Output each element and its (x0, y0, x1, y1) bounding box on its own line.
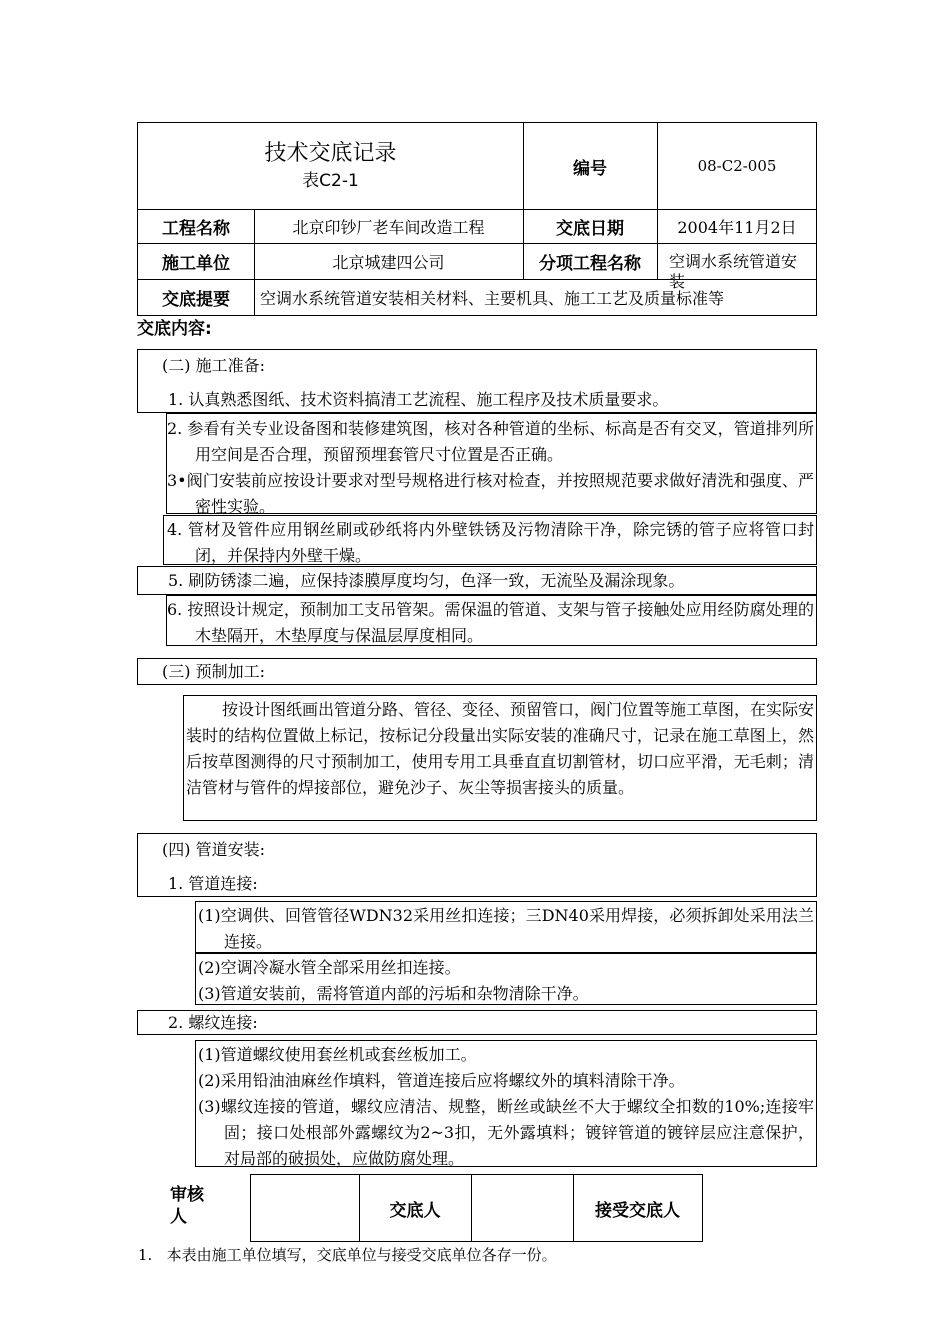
sec4-sub2-title: 2. 螺纹连接: (168, 1013, 258, 1032)
sec4-heading: (四) 管道安装: (162, 840, 265, 859)
subitem-value: 空调水系统管道安装 (669, 252, 798, 291)
unit-value: 北京城建四公司 (332, 252, 445, 272)
date-label: 交底日期 (556, 218, 624, 239)
sec4-sub1-item-3: (3)管道安装前，需将管道内部的污垢和杂物清除干净。 (198, 984, 589, 1003)
sec4-sub2-title-box (137, 1010, 817, 1035)
sec4-sub2-item-3: (3)螺纹连接的管道，螺纹应清洁、规整，断丝或缺丝不大于螺纹全扣数的10%;连接牢固；接口处根部外露螺纹为2~3扣，无外露填料；镀锌管道的镀锌层应注意保护，对局部的破损处，应做防腐处理。 (198, 1097, 814, 1168)
code-value: 08-C2-005 (697, 157, 777, 175)
sec3-heading-box (137, 658, 817, 685)
sec4-sub1-item-2: (2)空调冷凝水管全部采用丝扣连接。 (198, 958, 461, 977)
sec4-sub1-item-1-box (195, 901, 817, 953)
project-name-value: 北京印钞厂老车间改造工程 (292, 217, 485, 237)
unit-label: 施工单位 (162, 253, 230, 274)
sec4-sub2-items-box (195, 1040, 817, 1167)
discloser-label: 交底人 (389, 1200, 441, 1221)
sec4-sub1-items-2-3-box (195, 953, 817, 1005)
sec2-item-2: 2. 参看有关专业设备图和装修建筑图，核对各种管道的坐标、标高是否有交叉，管道排列所用空间是否合理，预留预埋套管尺寸位置是否正确。 (167, 419, 814, 464)
sec2-heading: (二) 施工准备: (162, 356, 265, 375)
sec3-paragraph: 按设计图纸画出管道分路、管径、变径、预留管口，阀门位置等施工草图，在实际安装时的结构位置做上标记，按标记分段量出实际安装的准确尺寸，记录在施工草图上，然后按草图测得的尺寸预制加工，使用专用工具垂直直切割管材，切口应平滑，无毛刺；清洁管材与管件的焊接部位，避免沙子、灰尘等损害接头的质量。 (186, 700, 815, 797)
content-label: 交底内容: (137, 319, 212, 339)
summary-value: 空调水系统管道安装相关材料、主要机具、施工工艺及质量标准等 (260, 289, 725, 308)
sec4-heading-box (137, 833, 817, 897)
code-label: 编号 (573, 158, 607, 179)
title-cell (138, 123, 523, 209)
sec2-item-4-box (163, 515, 817, 565)
sec2-item-5-box (137, 566, 817, 595)
sec2-heading-box (137, 349, 817, 413)
sec2-item-6: 6. 按照设计规定，预制加工支吊管架。需保温的管道、支架与管子接触处应用经防腐处理的木垫隔开，木垫厚度与保温层厚度相同。 (167, 600, 814, 645)
sec4-sub2-item-1: (1)管道螺纹使用套丝机或套丝板加工。 (198, 1045, 477, 1064)
signature-table (250, 1174, 703, 1242)
discloser-sign-cell[interactable] (471, 1175, 573, 1241)
receiver-label: 接受交底人 (595, 1200, 680, 1221)
sec2-item-3: 3•阀门安装前应按设计要求对型号规格进行核对检查，并按照规范要求做好清洗和强度、严密性实验。 (167, 471, 814, 516)
reviewer-label: 审核人 (170, 1185, 204, 1227)
sec4-sub1-item-1: (1)空调供、回管管径WDN32采用丝扣连接；三DN40采用焊接，必须拆卸处采用法兰连接。 (198, 906, 814, 951)
sec2-item-4: 4. 管材及管件应用钢丝刷或砂纸将内外壁铁锈及污物清除干净，除完锈的管子应将管口封闭，并保持内外壁干燥。 (167, 520, 814, 565)
header-table (137, 122, 817, 316)
reviewer-sign-cell[interactable] (251, 1175, 359, 1241)
document-title: 技术交底记录 (264, 141, 397, 166)
sec4-sub2-item-2: (2)采用铅油油麻丝作填料，管道连接后应将螺纹外的填料清除干净。 (198, 1071, 685, 1090)
sec3-heading: (三) 预制加工: (162, 662, 265, 681)
sec2-item-2-box (166, 413, 817, 514)
date-value: 2004年11月2日 (677, 217, 797, 237)
form-number: 表C2-1 (302, 171, 359, 191)
project-name-label: 工程名称 (162, 218, 230, 239)
sec2-item-6-box (166, 595, 817, 646)
sec2-item-5: 5. 刷防锈漆二遍，应保持漆膜厚度均匀，色泽一致，无流坠及漏涂现象。 (168, 571, 685, 590)
sec3-paragraph-box (183, 695, 817, 821)
sec2-item-1: 1. 认真熟悉图纸、技术资料搞清工艺流程、施工程序及技术质量要求。 (168, 390, 669, 409)
summary-label: 交底提要 (162, 290, 230, 310)
sec4-sub1-title: 1. 管道连接: (168, 874, 258, 893)
subitem-label: 分项工程名称 (539, 253, 641, 274)
footnote: 1. 本表由施工单位填写，交底单位与接受交底单位各存一份。 (138, 1246, 557, 1264)
